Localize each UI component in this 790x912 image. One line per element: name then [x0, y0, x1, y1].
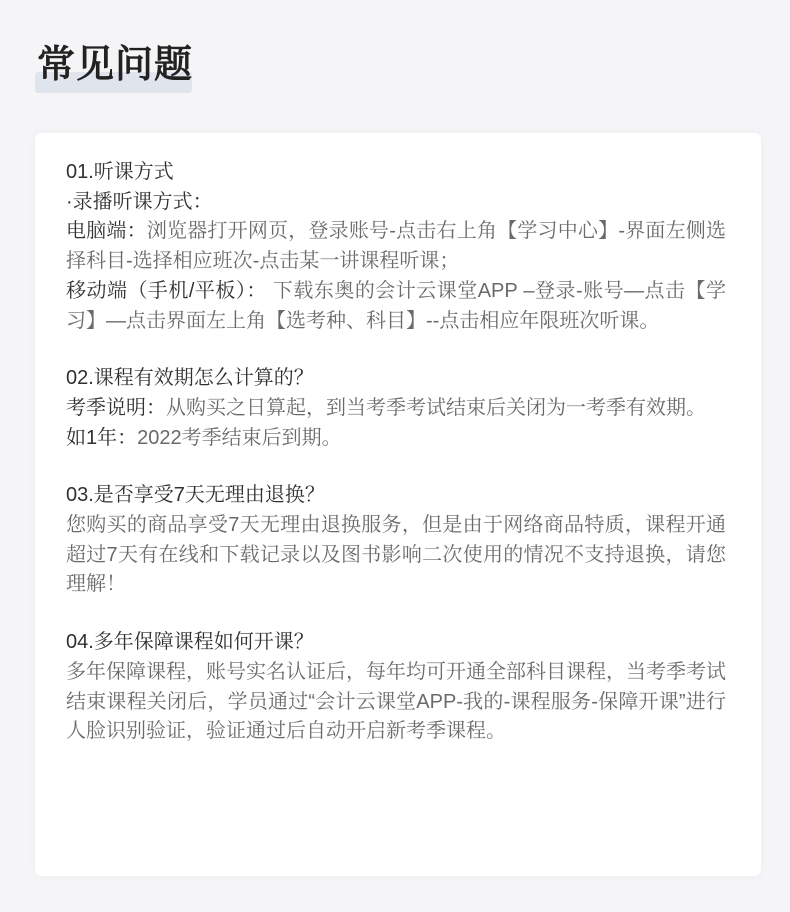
faq-question: 03.是否享受7天无理由退换？	[66, 484, 325, 507]
faq-answer-paragraph: 多年保障课程，账号实名认证后，每年均可开通全部科目课程，当考季考试结束课程关闭后，学员通过“会计云课堂APP-我的-课程服务-保障开课”进行人脸识别验证，验证通过后自动开启新考季课程。	[66, 660, 726, 743]
faq-question: 02.课程有效期怎么计算的？	[66, 367, 314, 390]
faq-item-4	[66, 628, 726, 747]
faq-answer-paragraph	[66, 424, 726, 454]
answer-text: 从购买之日算起，到当考季考试结束后关闭为一考季有效期。	[166, 396, 706, 419]
page-title: 常见问题	[37, 44, 194, 86]
faq-answer-paragraph	[66, 394, 726, 424]
faq-question: 04.多年保障课程如何开课？	[66, 631, 314, 654]
faq-answer-paragraph: 您购买的商品享受7天无理由退换服务，但是由于网络商品特质，课程开通超过7天有在线和下载记录以及图书影响二次使用的情况不支持退换，请您理解！	[66, 514, 726, 596]
faq-answer-paragraph	[66, 217, 726, 276]
faq-card	[35, 133, 761, 876]
faq-item-3	[66, 481, 726, 600]
faq-answer-paragraph	[66, 277, 726, 336]
answer-label: 如1年：	[66, 426, 138, 449]
answer-label: 考季说明：	[66, 396, 166, 419]
faq-item-1	[66, 158, 726, 336]
answer-text: 浏览器打开网页，登录账号-点击右上角【学习中心】-界面左侧选择科目-选择相应班次-点击某一讲课程听课；	[66, 220, 726, 273]
faq-question: 01.听课方式	[66, 161, 174, 183]
answer-text: 2022考季结束后到期。	[137, 426, 342, 449]
page-header	[35, 40, 195, 96]
faq-item-2	[66, 364, 726, 453]
answer-text: 下载东奥的会计云课堂APP –登录-账号—点击【学习】—点击界面左上角【选考种、科目】--点击相应年限班次听课。	[66, 279, 726, 332]
answer-label: 电脑端：	[66, 220, 147, 243]
faq-subheading: ·录播听课方式：	[66, 190, 213, 213]
answer-label: 移动端（手机/平板）：	[66, 279, 267, 302]
